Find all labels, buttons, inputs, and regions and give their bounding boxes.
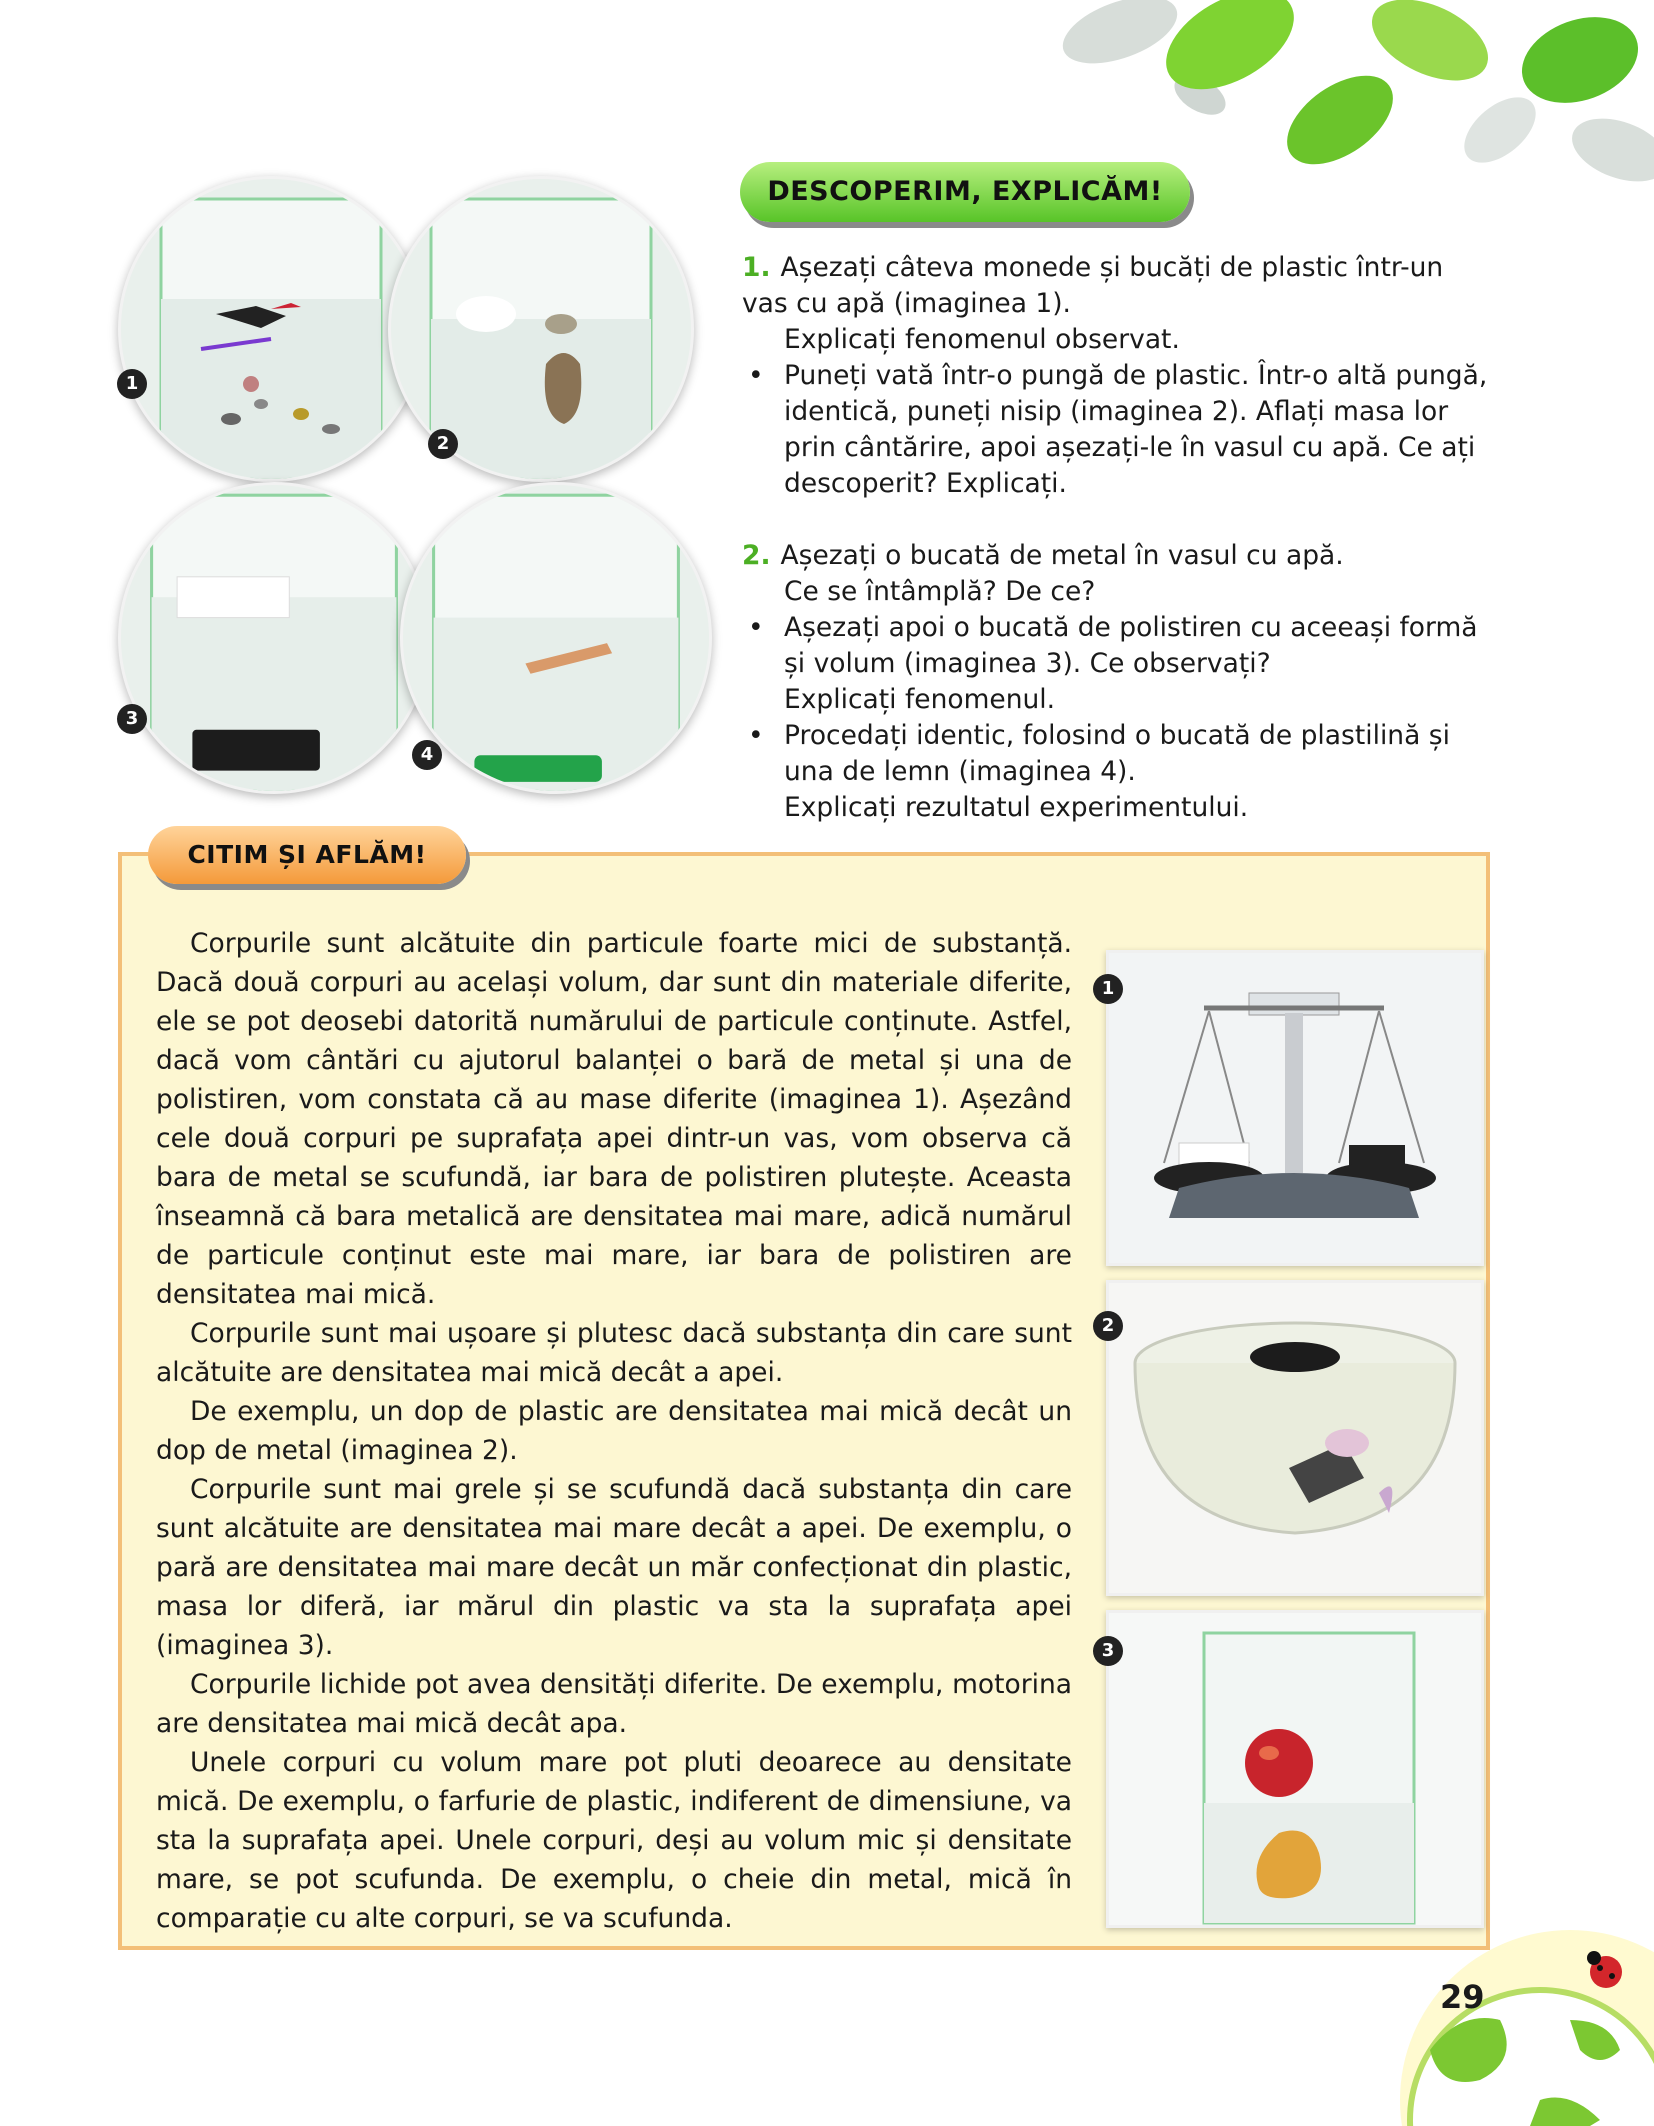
- globe-decoration: [1370, 1930, 1654, 2126]
- reading-paragraph-6: Unele corpuri cu volum mare pot pluti deoarece au densitate mică. De exemplu, o farfurie de plastic, indiferent de dimensiune, va sta la suprafața apei. Unele corpuri, deși au volum mic și densitate mare, se pot scufunda. De exemplu, o cheie din metal, mică în comparație cu alte corpuri, se va scufunda.: [156, 1747, 1072, 1934]
- reading-paragraph-3: De exemplu, un dop de plastic are densitatea mai mică decât un dop de metal (imaginea 2).: [156, 1396, 1072, 1466]
- reading-paragraph-2: Corpurile sunt mai ușoare și plutesc dacă substanța din care sunt alcătuite are densitatea mai mică decât a apei.: [156, 1318, 1072, 1388]
- bullet-3-line-2: una de lemn (imaginea 4).: [784, 756, 1136, 787]
- balance-photo: [1106, 950, 1484, 1266]
- reading-paragraph-1: Corpurile sunt alcătuite din particule foarte mici de substanță. Dacă două corpuri au același volum, dar sunt din materiale diferite, ele se pot deosebi datorită numărului de particule conținute. Astfel, dacă vom cântări cu ajutorul balanței o bară de metal și una de polistiren, vom constata că au mase diferite (imaginea 1). Așezând cele două corpuri pe suprafața apei dintr-un vas, vom observa că bara de metal se scufundă, iar bara de polistiren plutește. Aceasta înseamnă că bara metalică are densitatea mai mare, adică numărul de particule conținut este mai mare, iar bara de polistiren are densitatea mai mică.: [156, 928, 1072, 1310]
- instruction-1-number: 1.: [742, 252, 771, 283]
- page-number: 29: [1440, 1978, 1485, 2016]
- bullet-1-line-3: prin cântărire, apoi așezați-le în vasul cu apă. Ce ați: [784, 432, 1476, 463]
- instruction-1-line-2: vas cu apă (imaginea 1).: [742, 288, 1071, 319]
- section-heading-read: CITIM ȘI AFLĂM!: [148, 826, 466, 884]
- bullet-3-line-1: • Procedați identic, folosind o bucată de plastilină și: [742, 718, 1482, 754]
- experiment-photo-plasticine-wood: [400, 482, 712, 794]
- instruction-2-line-2: Ce se întâmplă? De ce?: [784, 576, 1096, 607]
- instruction-2-number: 2.: [742, 540, 771, 571]
- photo-label-4: 4: [412, 740, 442, 770]
- side-photo-label-3: 3: [1093, 1636, 1123, 1666]
- instruction-1-line-1: 1. Așezați câteva monede și bucăți de plastic într-un: [742, 252, 1444, 283]
- bullet-1-line-1: • Puneți vată într-o pungă de plastic. Într-o altă pungă,: [742, 358, 1482, 394]
- bullet-1-line-2: identică, puneți nisip (imaginea 2). Aflați masa lor: [784, 396, 1449, 427]
- photo-label-2: 2: [428, 429, 458, 459]
- reading-paragraph-4: Corpurile sunt mai grele și se scufundă dacă substanța din care sunt alcătuite are densitatea mai mare decât a apei. De exemplu, o pară are densitatea mai mare decât un măr confecționat din plastic, masa lor diferă, iar mărul din plastic va sta la suprafața apei (imaginea 3).: [156, 1474, 1072, 1661]
- bullet-3-line-3: Explicați rezultatul experimentului.: [784, 792, 1249, 823]
- bullet-2-line-2: și volum (imaginea 3). Ce observați?: [784, 648, 1271, 679]
- reading-text: [156, 924, 1072, 1938]
- experiment-photo-metal-polystyrene: [118, 482, 430, 794]
- bowl-stoppers-photo: [1106, 1280, 1484, 1596]
- pear-apple-photo: [1106, 1610, 1484, 1928]
- photo-label-3: 3: [117, 704, 147, 734]
- section-heading-discover: DESCOPERIM, EXPLICĂM!: [740, 162, 1190, 222]
- bullet-2-line-3: Explicați fenomenul.: [784, 684, 1056, 715]
- instruction-2-line-1: 2. Așezați o bucată de metal în vasul cu apă.: [742, 540, 1344, 571]
- instruction-1-line-3: Explicați fenomenul observat.: [784, 324, 1180, 355]
- side-photo-label-2: 2: [1093, 1311, 1123, 1341]
- photo-label-1: 1: [117, 369, 147, 399]
- bullet-1-line-4: descoperit? Explicați.: [784, 468, 1067, 499]
- reading-paragraph-5: Corpurile lichide pot avea densități diferite. De exemplu, motorina are densitatea mai mică decât apa.: [156, 1669, 1072, 1739]
- instructions-list: [742, 250, 1488, 826]
- bullet-2-line-1: • Așezați apoi o bucată de polistiren cu aceeași formă: [742, 610, 1482, 646]
- experiment-photo-coins: [118, 176, 424, 482]
- side-photo-label-1: 1: [1093, 974, 1123, 1004]
